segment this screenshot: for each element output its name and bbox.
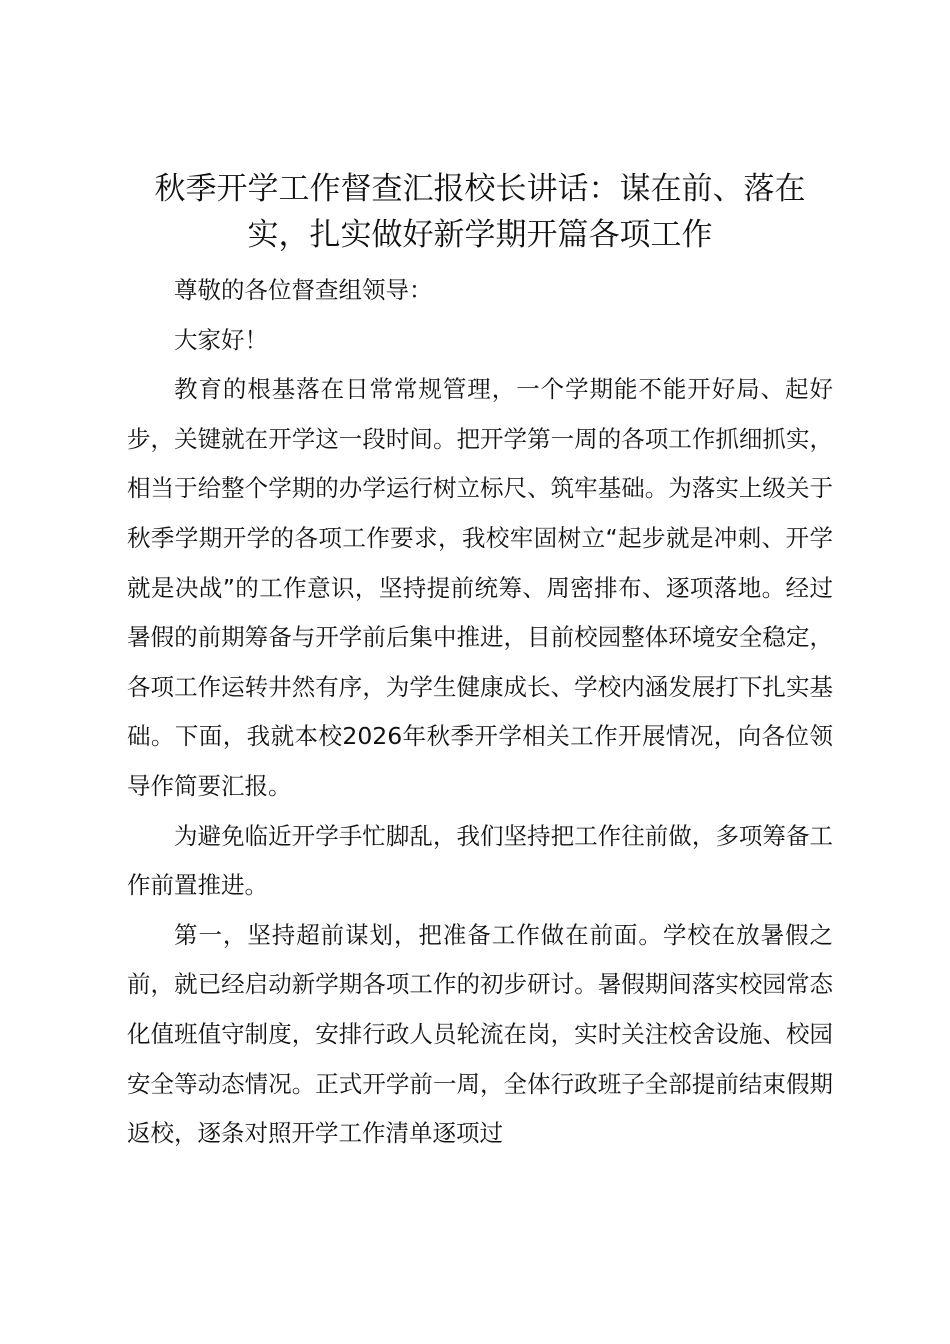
intro-paragraph: 教育的根基落在日常常规管理，一个学期能不能开好局、起好步，关键就在开学这一段时间。把开学第一周的各项工作抓细抓实，相当于给整个学期的办学运行树立标尺、筑牢基础。为落实上级关于秋季学期开学的各项工作要求，我校牢固树立“起步就是冲刺、开学就是决战”的工作意识，坚持提前统筹、周密排布、逐项落地。经过暑假的前期筹备与开学前后集中推进，目前校园整体环境安全稳定，各项工作运转井然有序，为学生健康成长、学校内涵发展打下扎实基础。下面，我就本校2026年秋季开学相关工作开展情况，向各位领导作简要汇报。	[127, 375, 833, 800]
document-body	[127, 166, 833, 1159]
point-one-paragraph: 第一，坚持超前谋划，把准备工作做在前面。学校在放暑假之前，就已经启动新学期各项工作的初步研讨。暑假期间落实校园常态化值班值守制度，安排行政人员轮流在岗，实时关注校舍设施、校园安全等动态情况。正式开学前一周，全体行政班子全部提前结束假期返校，逐条对照开学工作清单逐项过	[127, 920, 833, 1148]
greeting: 大家好！	[174, 325, 268, 354]
salutation: 尊敬的各位督查组领导：	[174, 276, 433, 304]
transition-paragraph: 为避免临近开学手忙脚乱，我们坚持把工作往前做，多项筹备工作前置推进。	[127, 821, 833, 900]
document-title: 秋季开学工作督查汇报校长讲话：谋在前、落在实，扎实做好新学期开篇各项工作	[154, 171, 806, 253]
